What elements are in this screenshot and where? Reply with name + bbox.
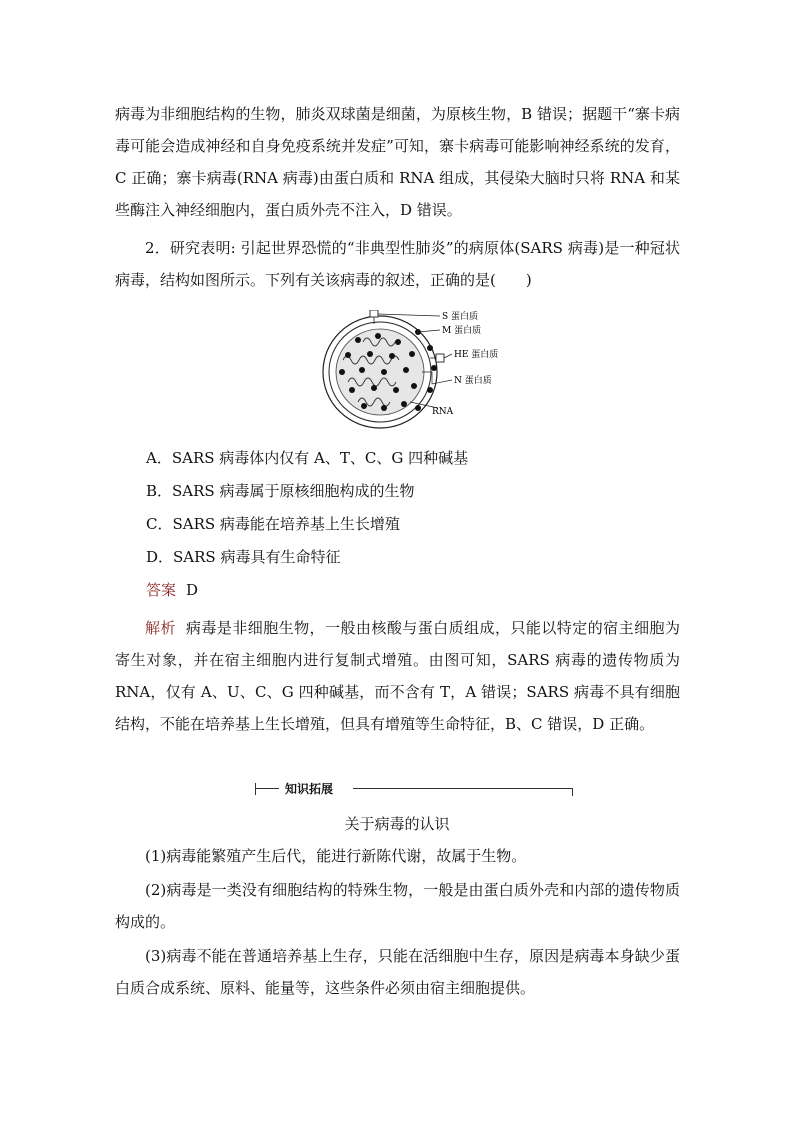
question-2-stem: 2．研究表明: 引起世界恐慌的“非典型性肺炎”的病原体(SARS 病毒)是一种冠状病毒，结构如图所示。下列有关该病毒的叙述，正确的是( ): [115, 239, 680, 289]
he-protein-marker: [436, 354, 444, 362]
answer-value: D: [186, 581, 199, 599]
he-protein-label: HE 蛋白质: [454, 350, 499, 360]
option-d: D．SARS 病毒具有生命特征: [146, 548, 341, 566]
answer-line: [146, 578, 198, 602]
option-c: C．SARS 病毒能在培养基上生长增殖: [146, 515, 400, 533]
knowledge-item-3: (3)病毒不能在普通培养基上生存，只能在活细胞中生存，原因是病毒本身缺少蛋白质合成系统、原料、能量等，这些条件必须由宿主细胞提供。: [115, 947, 680, 997]
knowledge-item-1: (1)病毒能繁殖产生后代，能进行新陈代谢，故属于生物。: [145, 847, 527, 865]
sars-virus-structure-diagram: [318, 310, 518, 432]
rna-label: RNA: [432, 407, 454, 417]
option-b: B．SARS 病毒属于原核细胞构成的生物: [146, 482, 415, 500]
explanation-paragraph-q1: 病毒为非细胞结构的生物，肺炎双球菌是细菌，为原核生物，B 错误；据题干“寨卡病毒可能会造成神经和自身免疫系统并发症”可知，寨卡病毒可能影响神经系统的发育，C 正确；寨卡病毒(RNA 病毒)由蛋白质和 RNA 组成，其侵染大脑时只将 RNA 和某些酶注入神经细胞内，蛋白质外壳不注入，D 错误。: [115, 105, 680, 219]
analysis-paragraph: [115, 612, 680, 740]
knowledge-box-label: 知识拓展: [285, 782, 334, 796]
option-a: A．SARS 病毒体内仅有 A、T、C、G 四种碱基: [146, 449, 469, 467]
s-protein-marker: [370, 310, 378, 317]
m-protein-label: M 蛋白质: [442, 326, 482, 336]
n-protein-label: N 蛋白质: [454, 376, 492, 386]
analysis-tag: 解析: [145, 619, 176, 637]
knowledge-box-header: [255, 780, 573, 798]
s-protein-label: S 蛋白质: [442, 312, 479, 322]
answer-tag: 答案: [146, 581, 177, 599]
analysis-text: 病毒是非细胞生物，一般由核酸与蛋白质组成，只能以特定的宿主细胞为寄生对象，并在宿主细胞内进行复制式增殖。由图可知，SARS 病毒的遗传物质为 RNA，仅有 A、U、C、G 四种碱基，而不含有 T，A 错误；SARS 病毒不具有细胞结构，不能在培养基上生长增殖，但具有增殖等生命特征，B、C 错误，D 正确。: [115, 619, 680, 733]
knowledge-item-2: (2)病毒是一类没有细胞结构的特殊生物，一般是由蛋白质外壳和内部的遗传物质构成的。: [115, 881, 680, 931]
knowledge-heading: 关于病毒的认识: [344, 815, 450, 833]
